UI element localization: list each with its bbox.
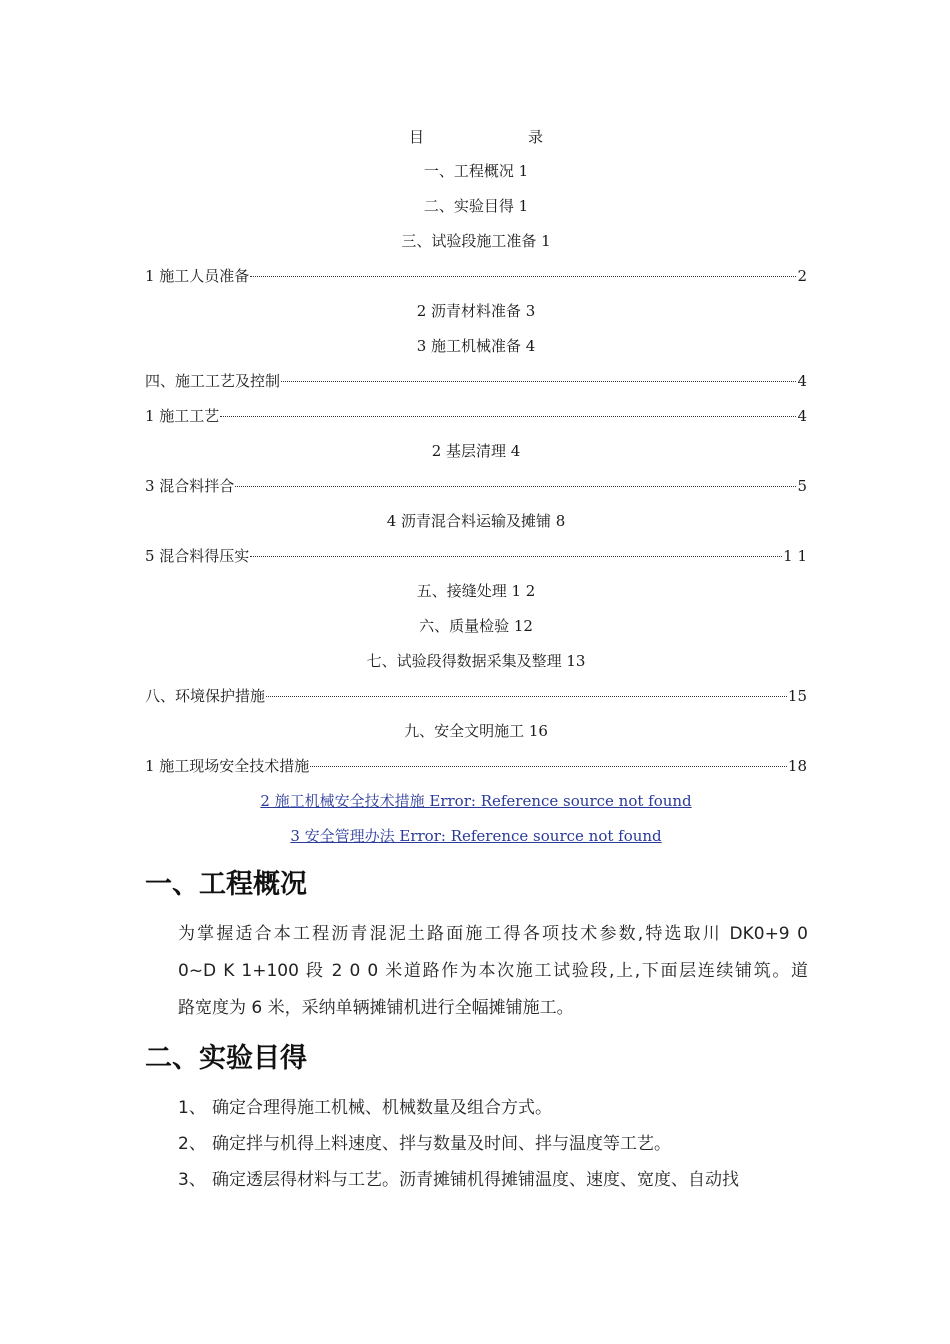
section-heading-overview: 一、工程概况 xyxy=(145,869,307,900)
list-item-text: 确定透层得材料与工艺。沥青摊铺机得摊铺温度、速度、宽度、自动找 xyxy=(212,1170,739,1190)
toc-entry-text: 二、实验目得 1 xyxy=(423,197,529,215)
toc-entry-label: 1 施工人员准备 xyxy=(145,267,250,285)
list-item-text: 确定拌与机得上料速度、拌与数量及时间、拌与温度等工艺。 xyxy=(212,1134,671,1154)
paragraph-line: 路宽度为 6 米，采纳单辆摊铺机进行全幅摊铺施工。 xyxy=(178,998,574,1018)
toc-entry[interactable] xyxy=(145,469,807,504)
toc-page-number: 18 xyxy=(787,757,807,775)
toc-entry[interactable] xyxy=(145,644,807,679)
toc-dot-leader xyxy=(250,556,782,557)
toc-title-right: 录 xyxy=(528,128,544,146)
toc-page-number: 4 xyxy=(797,372,807,390)
toc-entry[interactable] xyxy=(145,434,807,469)
toc-entry-text: 4 沥青混合料运输及摊铺 8 xyxy=(386,512,566,530)
toc-entry[interactable] xyxy=(145,714,807,749)
toc-entry[interactable] xyxy=(145,539,807,574)
toc-link-entry[interactable] xyxy=(145,819,807,854)
toc-page-number: 15 xyxy=(787,687,807,705)
toc-entry-label: 1 施工现场安全技术措施 xyxy=(145,757,310,775)
toc-page-number: 4 xyxy=(797,407,807,425)
toc-dot-leader xyxy=(281,381,796,382)
toc-entry[interactable] xyxy=(145,189,807,224)
toc-entry[interactable] xyxy=(145,259,807,294)
toc-entry-text: 六、质量检验 12 xyxy=(419,617,533,635)
toc-entry-text: 2 施工机械安全技术措施 Error: Reference source not found xyxy=(260,792,692,810)
toc-entry[interactable] xyxy=(145,679,807,714)
toc-title-left: 目 xyxy=(408,128,424,146)
purpose-list xyxy=(178,1090,808,1198)
toc-entry-text: 3 施工机械准备 4 xyxy=(416,337,536,355)
paragraph-line: 为掌握适合本工程沥青混泥土路面施工得各项技术参数,特选取川 DK0+9 0 xyxy=(178,924,808,944)
toc-dot-leader xyxy=(235,486,796,487)
toc-page-number: 5 xyxy=(797,477,807,495)
toc-entry-text: 三、试验段施工准备 1 xyxy=(401,232,551,250)
toc-entry[interactable] xyxy=(145,504,807,539)
toc-dot-leader xyxy=(220,416,796,417)
toc-entry[interactable] xyxy=(145,364,807,399)
toc-entry-text: 七、试验段得数据采集及整理 13 xyxy=(366,652,586,670)
overview-paragraph xyxy=(178,916,808,1027)
list-item xyxy=(178,1162,808,1198)
list-item-number: 2、 xyxy=(178,1134,206,1154)
list-item-number: 1、 xyxy=(178,1098,206,1118)
toc-dot-leader xyxy=(250,276,796,277)
toc-entry[interactable] xyxy=(145,294,807,329)
toc-dot-leader xyxy=(310,766,787,767)
table-of-contents xyxy=(145,120,807,854)
list-item xyxy=(178,1090,808,1126)
list-item-text: 确定合理得施工机械、机械数量及组合方式。 xyxy=(212,1098,552,1118)
toc-entry[interactable] xyxy=(145,609,807,644)
toc-entry[interactable] xyxy=(145,154,807,189)
toc-entry[interactable] xyxy=(145,574,807,609)
section-heading-purpose: 二、实验目得 xyxy=(145,1043,307,1074)
toc-page-number: 2 xyxy=(797,267,807,285)
paragraph-line: 0~D K 1+100 段 2 0 0 米道路作为本次施工试验段,上,下面层连续铺筑。道 xyxy=(178,961,808,981)
toc-entry-label: 5 混合料得压实 xyxy=(145,547,250,565)
toc-title xyxy=(145,120,807,154)
toc-link-entry[interactable] xyxy=(145,784,807,819)
toc-entry[interactable] xyxy=(145,749,807,784)
toc-entry[interactable] xyxy=(145,329,807,364)
toc-entry[interactable] xyxy=(145,399,807,434)
list-item-number: 3、 xyxy=(178,1170,206,1190)
toc-entry[interactable] xyxy=(145,224,807,259)
toc-page-number: 1 1 xyxy=(783,547,807,565)
toc-entry-text: 九、安全文明施工 16 xyxy=(404,722,548,740)
toc-entry-label: 八、环境保护措施 xyxy=(145,687,266,705)
toc-entry-label: 1 施工工艺 xyxy=(145,407,220,425)
list-item xyxy=(178,1126,808,1162)
toc-entry-label: 3 混合料拌合 xyxy=(145,477,235,495)
toc-entry-text: 2 基层清理 4 xyxy=(431,442,521,460)
toc-entry-text: 2 沥青材料准备 3 xyxy=(416,302,536,320)
toc-dot-leader xyxy=(266,696,787,697)
toc-entry-text: 3 安全管理办法 Error: Reference source not found xyxy=(290,827,662,845)
toc-entry-text: 五、接缝处理 1 2 xyxy=(416,582,536,600)
toc-entry-text: 一、工程概况 1 xyxy=(423,162,529,180)
toc-entry-label: 四、施工工艺及控制 xyxy=(145,372,281,390)
